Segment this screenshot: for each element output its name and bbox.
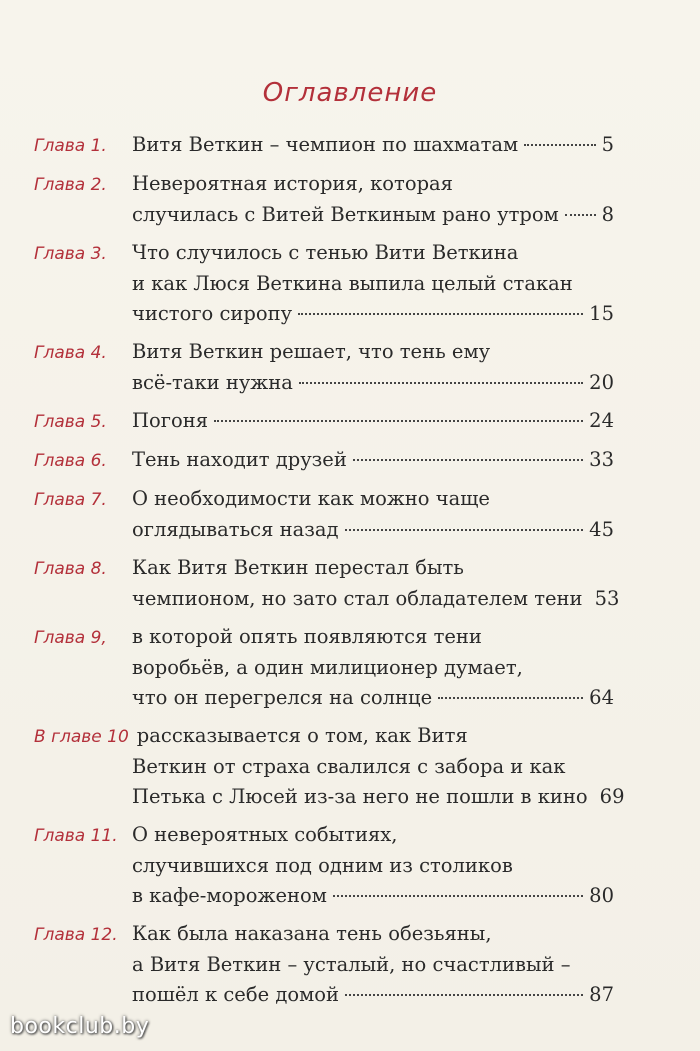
toc-entry bbox=[34, 130, 614, 161]
toc-entry-last-line bbox=[34, 515, 614, 545]
toc-entry-line bbox=[34, 337, 614, 368]
chapter-label: Глава 3. bbox=[34, 244, 107, 264]
dot-leader bbox=[299, 382, 583, 384]
toc-entry-line bbox=[34, 653, 614, 683]
toc-entry-line bbox=[34, 622, 614, 653]
toc-entry bbox=[34, 820, 614, 911]
toc-entry-line bbox=[34, 721, 614, 752]
toc-entry bbox=[34, 484, 614, 545]
chapter-title-text: Тень находит друзей bbox=[132, 448, 347, 471]
toc-entry-last-line bbox=[34, 200, 614, 230]
chapter-title-text: Что случилось с тенью Вити Веткина bbox=[132, 241, 519, 264]
toc-entry-last-line bbox=[34, 130, 614, 161]
chapter-label: Глава 9, bbox=[34, 628, 107, 648]
toc-entry bbox=[34, 721, 625, 812]
page-number: 8 bbox=[601, 203, 614, 226]
chapter-label: Глава 4. bbox=[34, 343, 107, 363]
chapter-label: Глава 11. bbox=[34, 826, 118, 846]
toc-entry-line bbox=[34, 484, 614, 515]
page-number: 15 bbox=[589, 302, 614, 325]
chapter-label: Глава 12. bbox=[34, 925, 118, 945]
toc-entry-line bbox=[34, 820, 614, 851]
toc-entry bbox=[34, 238, 614, 329]
toc-entry-last-line bbox=[34, 980, 614, 1010]
dot-leader bbox=[345, 529, 584, 531]
chapter-label: Глава 7. bbox=[34, 490, 107, 510]
chapter-title-text: Как Витя Веткин перестал быть bbox=[132, 556, 464, 579]
toc-entry-last-line bbox=[34, 881, 614, 911]
toc-entry-last-line bbox=[34, 445, 614, 476]
chapter-label: Глава 1. bbox=[34, 136, 107, 156]
dot-leader bbox=[333, 895, 583, 897]
dot-leader bbox=[353, 459, 583, 461]
page-number: 45 bbox=[589, 518, 614, 541]
toc-entry-last-line bbox=[34, 368, 614, 398]
dot-leader bbox=[524, 144, 595, 146]
page-number: 80 bbox=[589, 884, 614, 907]
page-number: 33 bbox=[589, 448, 614, 471]
page-number: 24 bbox=[589, 409, 614, 432]
chapter-title-text: чемпионом, но зато стал обладателем тени bbox=[132, 587, 583, 610]
chapter-label: В главе 10 bbox=[34, 727, 129, 747]
toc-entry-line bbox=[34, 950, 614, 980]
toc-entry-last-line bbox=[34, 406, 614, 437]
chapter-label: Глава 6. bbox=[34, 451, 107, 471]
page-number: 20 bbox=[589, 371, 614, 394]
toc-entry bbox=[34, 553, 620, 614]
toc-entry-line bbox=[34, 851, 614, 881]
chapter-title-text: Погоня bbox=[132, 409, 209, 432]
toc-entry-line bbox=[34, 269, 614, 299]
chapter-title-text: воробьёв, а один милиционер думает, bbox=[132, 656, 523, 679]
dot-leader bbox=[214, 420, 583, 422]
chapter-title-text: Витя Веткин – чемпион по шахматам bbox=[132, 133, 519, 156]
toc-entry-line bbox=[34, 752, 614, 782]
chapter-label: Глава 5. bbox=[34, 412, 107, 432]
chapter-title-text: Веткин от страха свалился с забора и как bbox=[132, 755, 566, 778]
page-number: 64 bbox=[589, 686, 614, 709]
toc-entry bbox=[34, 169, 614, 230]
toc-entry bbox=[34, 337, 614, 398]
chapter-title-text: а Витя Веткин – усталый, но счастливый – bbox=[132, 953, 571, 976]
chapter-title-text: Петька с Люсей из-за него не пошли в кино bbox=[132, 785, 588, 808]
toc-title: Оглавление bbox=[262, 78, 438, 108]
toc-entry-line bbox=[34, 238, 614, 269]
toc-entry-line bbox=[34, 169, 614, 200]
page-number: 69 bbox=[599, 785, 625, 808]
chapter-title-text: чистого сиропу bbox=[132, 302, 293, 325]
chapter-title-text: и как Люся Веткина выпила целый стакан bbox=[132, 272, 573, 295]
dot-leader bbox=[565, 214, 596, 216]
toc-entry bbox=[34, 919, 614, 1010]
chapter-title-text: в которой опять появляются тени bbox=[132, 625, 482, 648]
chapter-title-text: случившихся под одним из столиков bbox=[132, 854, 513, 877]
dot-leader bbox=[298, 313, 583, 315]
watermark: bookclub.by bbox=[10, 1014, 150, 1039]
chapter-title-text: в кафе-мороженом bbox=[132, 884, 327, 907]
chapter-title-text: Как была наказана тень обезьяны, bbox=[132, 922, 492, 945]
toc-entry bbox=[34, 406, 614, 437]
chapter-title-text: Невероятная история, которая bbox=[132, 172, 453, 195]
chapter-title-text: рассказывается о том, как Витя bbox=[136, 724, 468, 747]
chapter-title-text: всё-таки нужна bbox=[132, 371, 293, 394]
dot-leader bbox=[345, 994, 583, 996]
toc-entry-line bbox=[34, 553, 614, 584]
chapter-title-text: Витя Веткин решает, что тень ему bbox=[132, 340, 491, 363]
toc-entry-last-line bbox=[34, 299, 614, 329]
chapter-title-text: случилась с Витей Веткиным рано утром bbox=[132, 203, 559, 226]
chapter-title-text: оглядываться назад bbox=[132, 518, 339, 541]
toc-entry bbox=[34, 622, 614, 713]
toc-entry-line bbox=[34, 919, 614, 950]
toc-entry-last-line bbox=[34, 584, 620, 614]
chapter-title-text: О невероятных событиях, bbox=[132, 823, 398, 846]
page-number: 87 bbox=[589, 983, 614, 1006]
chapter-label: Глава 2. bbox=[34, 175, 107, 195]
dot-leader bbox=[438, 697, 583, 699]
page-number: 53 bbox=[594, 587, 620, 610]
toc-entry bbox=[34, 445, 614, 476]
table-of-contents bbox=[34, 130, 625, 1018]
chapter-title-text: что он перегрелся на солнце bbox=[132, 686, 433, 709]
chapter-label: Глава 8. bbox=[34, 559, 107, 579]
chapter-title-text: О необходимости как можно чаще bbox=[132, 487, 490, 510]
toc-entry-last-line bbox=[34, 782, 625, 812]
chapter-title-text: пошёл к себе домой bbox=[132, 983, 339, 1006]
toc-entry-last-line bbox=[34, 683, 614, 713]
page-number: 5 bbox=[601, 133, 614, 156]
